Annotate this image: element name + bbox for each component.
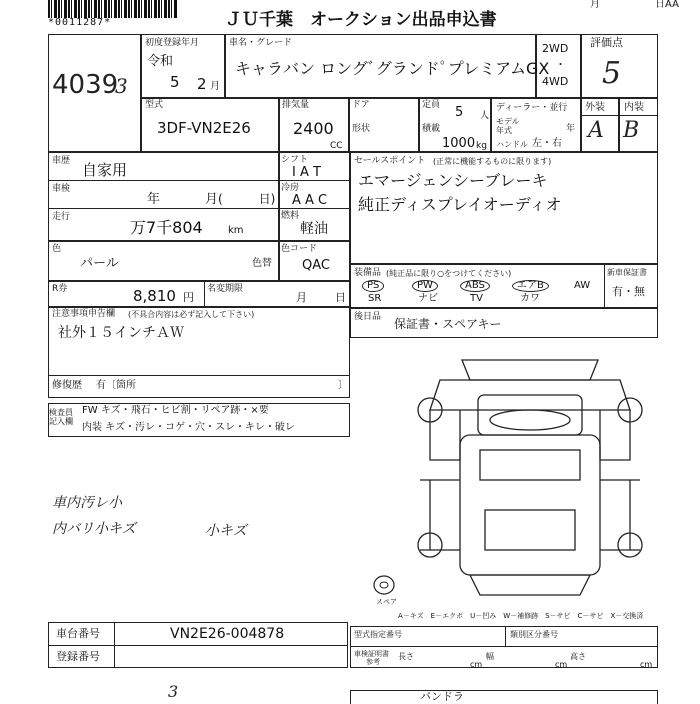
inspector-row1: FW キズ・飛石・ヒビ割・リペア跡・×要 <box>82 405 269 416</box>
recycle-label: R券 <box>52 284 68 294</box>
type-number-label: 型式指定番号 <box>354 630 402 639</box>
equipment-sub: (純正品に限り○をつけてください) <box>386 269 512 278</box>
color-value: パール <box>80 256 119 271</box>
chassis-value: VN2E26-004878 <box>170 626 285 642</box>
drive-sep: ・ <box>555 58 566 71</box>
equip-tv: TV <box>470 293 483 304</box>
load-value: 1000 <box>442 136 476 151</box>
name-change-day: 日 <box>335 291 346 304</box>
fuel-value: 軽油 <box>300 221 328 237</box>
model-year-unit: 年 <box>566 124 576 134</box>
model-type-value: 3DF-VN2E26 <box>157 119 251 137</box>
model-type-label: 型式 <box>145 100 164 110</box>
score-label: 評価点 <box>590 36 623 49</box>
first-reg-label: 初度登録年月 <box>145 38 200 48</box>
color-code-label: 色コード <box>281 244 318 254</box>
equip-aw: AW <box>574 280 591 291</box>
width-cm: cm <box>555 660 568 669</box>
handle-label: ハンドル <box>496 140 528 149</box>
int-label: 内装 <box>624 102 644 113</box>
notes-sub: (不具合内容は必ず記入して下さい) <box>128 310 255 319</box>
hand-note-1: 車内汚レ小 <box>52 495 122 511</box>
bottom-partial: バンドラ <box>420 690 464 703</box>
accessories-value: 保証書・スペアキー <box>394 317 502 331</box>
length-cm: cm <box>470 660 483 669</box>
inspection-label: 車検 <box>52 184 71 194</box>
dealer-label: ディーラー・並行 <box>496 103 568 113</box>
notes-label: 注意事項申告欄 <box>52 309 116 319</box>
drive-2wd: 2WD <box>542 42 569 55</box>
chassis-label: 車台番号 <box>56 627 100 640</box>
lot-number: 4039 <box>52 70 119 100</box>
form-title: ＪＵ千葉 オークション出品申込書 <box>225 10 497 30</box>
width-label: 幅 <box>486 652 494 661</box>
spare-tire-icon <box>372 574 396 596</box>
handle-options: 左・右 <box>532 138 562 149</box>
bottom-number: 3 <box>168 682 179 701</box>
inspector-row2: 内装 キズ・汚レ・コゲ・穴・スレ・キレ・破レ <box>82 422 295 433</box>
first-reg-month-unit: 月 <box>210 81 220 92</box>
color-change-label: 色替 <box>252 258 272 269</box>
mileage-unit: km <box>228 225 244 236</box>
capacity-label: 定員 <box>422 100 441 110</box>
model-name-label: 車名・グレード <box>229 38 293 48</box>
month-label: 月 <box>590 0 600 10</box>
first-reg-era: 令和 <box>147 54 174 69</box>
equip-sr: SR <box>368 293 382 304</box>
repair-label: 修復歴 <box>52 380 82 391</box>
recycle-value: 8,810 <box>133 287 176 305</box>
inspection-year-unit: 年 <box>147 192 161 207</box>
equip-airbag: エアB <box>512 280 549 292</box>
capacity-value: 5 <box>455 105 464 120</box>
equip-ps: PS <box>362 280 384 292</box>
class-number-label: 類別区分番号 <box>510 630 558 639</box>
selling-points-sub: (正常に機能するものに限ります) <box>433 157 552 166</box>
inspection-day: ( 日) <box>218 192 276 206</box>
first-reg-month: 2 <box>197 75 207 93</box>
model-year-label: モデル年式 <box>496 117 520 135</box>
car-damage-diagram <box>400 350 660 608</box>
cert-ref-label: 参考 <box>366 658 380 666</box>
equip-abs: ABS <box>460 280 490 292</box>
equip-leather: カワ <box>520 293 540 304</box>
barcode-number: *0011287* <box>48 17 112 28</box>
height-cm: cm <box>640 660 653 669</box>
load-label: 積載 <box>422 124 441 134</box>
drive-4wd: 4WD <box>542 75 569 88</box>
color-label: 色 <box>52 244 62 254</box>
registration-label: 登録番号 <box>56 650 100 663</box>
int-value: B <box>623 118 640 143</box>
mileage-label: 走行 <box>52 212 71 222</box>
details-block <box>48 152 350 398</box>
history-label: 車歴 <box>52 156 71 166</box>
shift-value: I A T <box>292 165 321 180</box>
ac-label: 冷房 <box>281 183 300 193</box>
repair-close: 〕 <box>338 380 348 391</box>
recycle-unit: 円 <box>183 291 194 304</box>
warranty-value: 有・無 <box>612 285 645 298</box>
load-unit: kg <box>476 141 487 151</box>
displacement-label: 排気量 <box>282 100 310 110</box>
day-label: 日AA <box>655 0 679 10</box>
shift-label: シフト <box>281 155 309 165</box>
selling-point-2: 純正ディスプレイオーディオ <box>358 195 562 214</box>
first-reg-year: 5 <box>170 73 180 91</box>
repair-value: 有〔箇所 <box>96 380 136 391</box>
history-value: 自家用 <box>82 161 128 179</box>
warranty-label: 新車保証書 <box>607 268 647 277</box>
equip-navi: ナビ <box>418 293 438 304</box>
notes-value: 社外１５インチＡＷ <box>58 325 184 341</box>
displacement-value: 2400 <box>293 119 334 138</box>
bottom-block <box>350 690 658 704</box>
doors-label: ドア <box>352 100 370 110</box>
equipment-label: 装備品 <box>354 268 382 278</box>
name-change-month: 月 <box>296 291 307 304</box>
hand-note-2: 内バリ小キズ <box>52 521 136 537</box>
inspector-label: 検査員記入欄 <box>49 408 73 426</box>
color-code-value: QAC <box>302 258 330 273</box>
ext-label: 外装 <box>585 102 605 113</box>
ext-value: A <box>588 118 604 143</box>
score-value: 5 <box>602 56 622 91</box>
equip-pw: PW <box>412 280 438 292</box>
lot-suffix: 3 <box>115 74 128 98</box>
height-label: 高さ <box>570 652 586 661</box>
capacity-unit: 人 <box>480 111 490 121</box>
ac-value: A A C <box>292 193 328 208</box>
barcode <box>48 0 178 18</box>
model-name-value: キャラバン ロングﾞグランドﾟプレミアムGX <box>235 59 550 78</box>
displacement-unit: CC <box>330 141 343 151</box>
spare-label: スペア <box>376 598 397 606</box>
fuel-label: 燃料 <box>281 211 300 221</box>
accessories-label: 後日品 <box>354 312 382 322</box>
inspection-month-unit: 月 <box>205 192 219 207</box>
selling-point-1: エマージェンシーブレーキ <box>358 171 548 190</box>
length-label: 長さ <box>398 652 414 661</box>
selling-points-label: セールスポイント <box>354 156 426 166</box>
name-change-label: 名変期限 <box>207 284 244 294</box>
cert-label: 車検証明書 <box>354 650 389 658</box>
mileage-value: 万7千804 <box>130 218 203 237</box>
shape-label: 形状 <box>352 124 371 134</box>
damage-legend: A－キズ E－エクボ U－凹み W－補修跡 S－サビ C－サビ X－交換済 <box>398 612 644 620</box>
hand-note-3: 小キズ <box>205 523 247 539</box>
